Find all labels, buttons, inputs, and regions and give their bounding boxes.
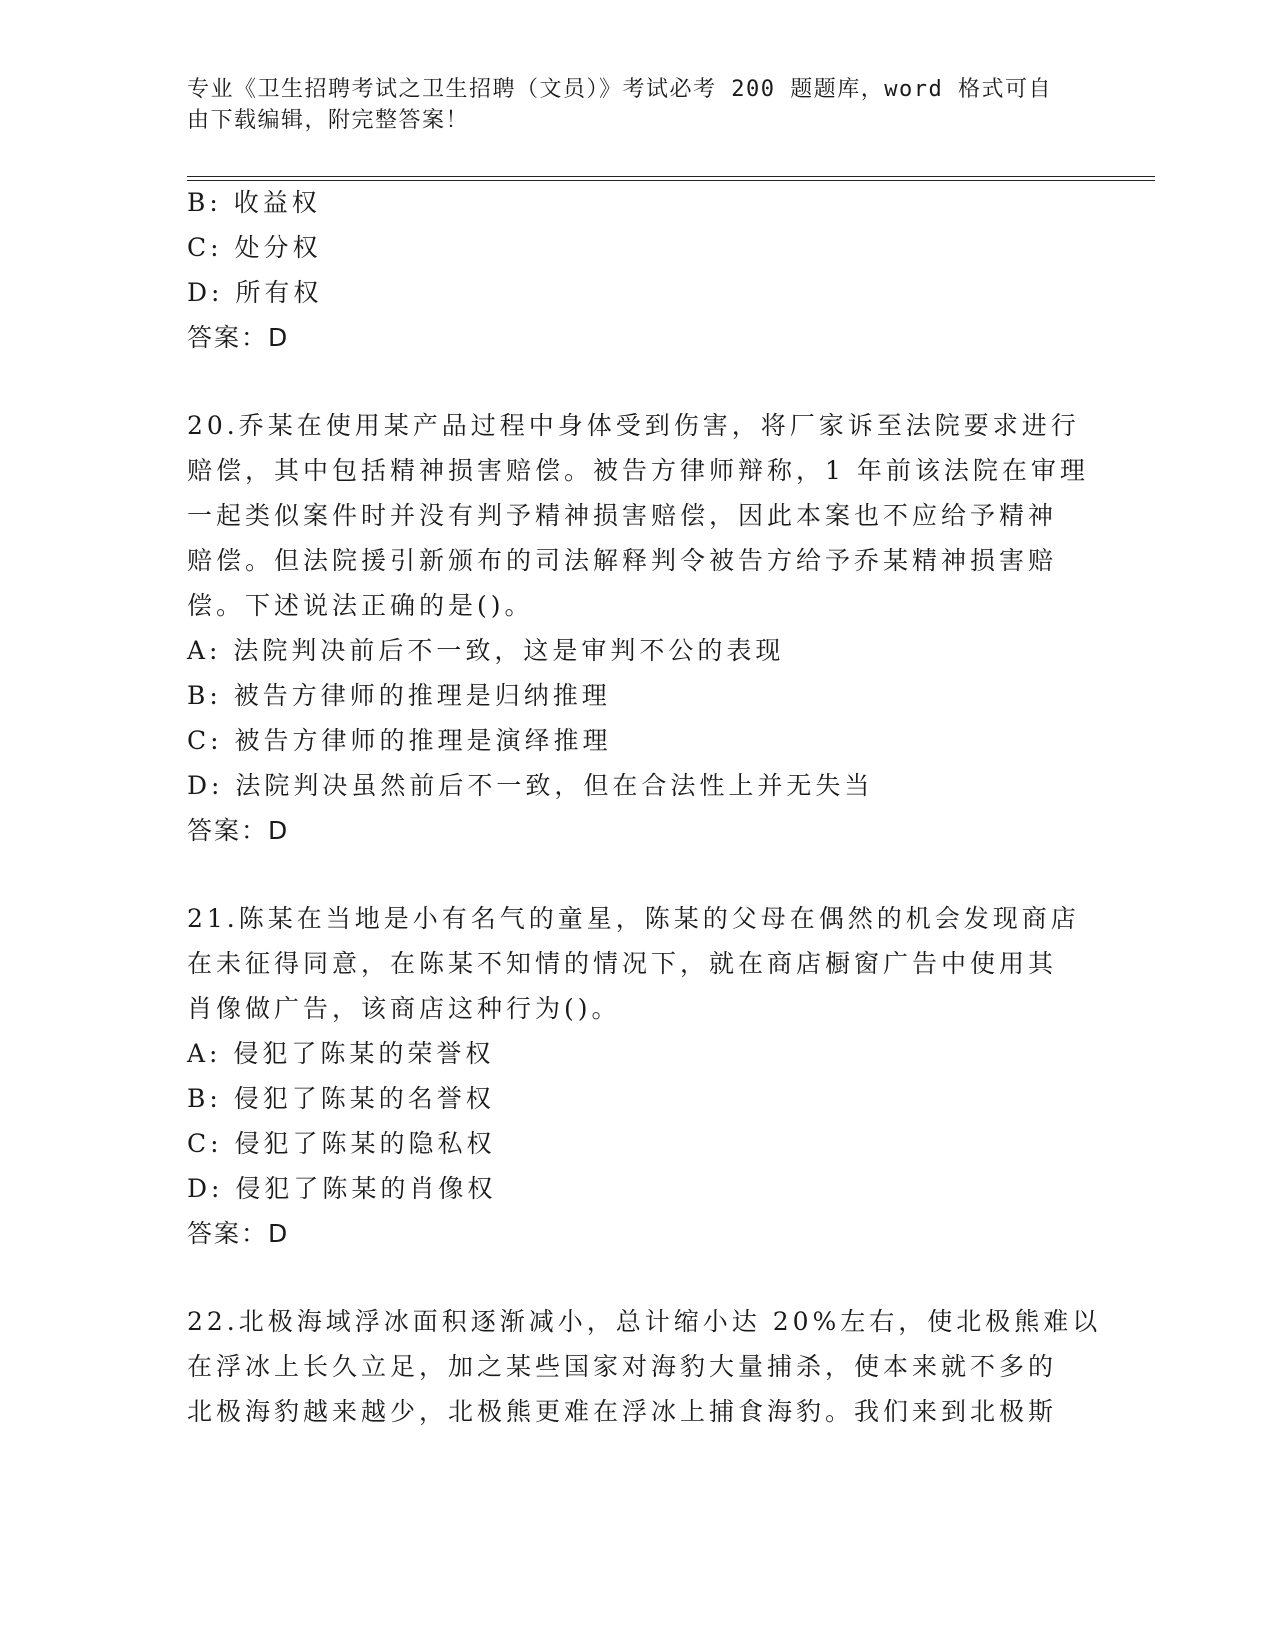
question-22 xyxy=(187,1299,1102,1434)
header-line-2: 由下载编辑，附完整答案！ xyxy=(187,108,470,133)
question-21-option-b: B: 侵犯了陈某的名誉权 xyxy=(187,1084,495,1113)
spacer xyxy=(187,853,1087,896)
question-22-stem-line: 北极海豹越来越少，北极熊更难在浮冰上捕食海豹。我们来到北极斯 xyxy=(187,1397,1058,1426)
question-20-option-c: C: 被告方律师的推理是演绎推理 xyxy=(187,726,612,755)
prev-answer: 答案：D xyxy=(187,323,290,352)
spacer xyxy=(187,1256,1087,1299)
question-20-stem-line: 赔偿，其中包括精神损害赔偿。被告方律师辩称，1 年前该法院在审理 xyxy=(187,456,1089,485)
question-21-answer: 答案：D xyxy=(187,1219,290,1248)
question-20-stem-line: 赔偿。但法院援引新颁布的司法解释判令被告方给予乔某精神损害赔 xyxy=(187,546,1058,575)
question-22-stem-line: 22.北极海域浮冰面积逐渐减小，总计缩小达 20%左右，使北极熊难以 xyxy=(187,1307,1102,1336)
question-21-stem-line: 肖像做广告，该商店这种行为()。 xyxy=(187,994,621,1023)
document-header xyxy=(187,74,1087,136)
question-20-stem-line: 一起类似案件时并没有判予精神损害赔偿，因此本案也不应给予精神 xyxy=(187,501,1058,530)
question-20-option-b: B: 被告方律师的推理是归纳推理 xyxy=(187,681,611,710)
question-20-option-a: A: 法院判决前后不一致，这是审判不公的表现 xyxy=(187,636,785,665)
question-21 xyxy=(187,896,1087,1256)
prev-option-b: B: 收益权 xyxy=(187,188,321,217)
prev-option-c: C: 处分权 xyxy=(187,233,322,262)
question-20 xyxy=(187,403,1087,853)
header-line-1: 专业《卫生招聘考试之卫生招聘（文员）》考试必考 200 题题库，word 格式可自 xyxy=(187,77,1052,102)
prev-option-d: D: 所有权 xyxy=(187,278,323,307)
question-21-option-a: A: 侵犯了陈某的荣誉权 xyxy=(187,1039,495,1068)
question-20-stem-line: 偿。下述说法正确的是()。 xyxy=(187,591,534,620)
question-20-answer: 答案：D xyxy=(187,816,290,845)
spacer xyxy=(187,360,1087,403)
question-21-stem-line: 21.陈某在当地是小有名气的童星，陈某的父母在偶然的机会发现商店 xyxy=(187,904,1080,933)
question-20-stem-line: 20.乔某在使用某产品过程中身体受到伤害，将厂家诉至法院要求进行 xyxy=(187,411,1080,440)
question-20-option-d: D: 法院判决虽然前后不一致，但在合法性上并无失当 xyxy=(187,771,874,800)
question-21-option-d: D: 侵犯了陈某的肖像权 xyxy=(187,1174,497,1203)
header-divider-top xyxy=(187,176,1155,177)
question-21-option-c: C: 侵犯了陈某的隐私权 xyxy=(187,1129,496,1158)
question-21-stem-line: 在未征得同意，在陈某不知情的情况下，就在商店橱窗广告中使用其 xyxy=(187,949,1058,978)
question-22-stem-line: 在浮冰上长久立足，加之某些国家对海豹大量捕杀，使本来就不多的 xyxy=(187,1352,1058,1381)
question-content xyxy=(187,180,1102,1434)
